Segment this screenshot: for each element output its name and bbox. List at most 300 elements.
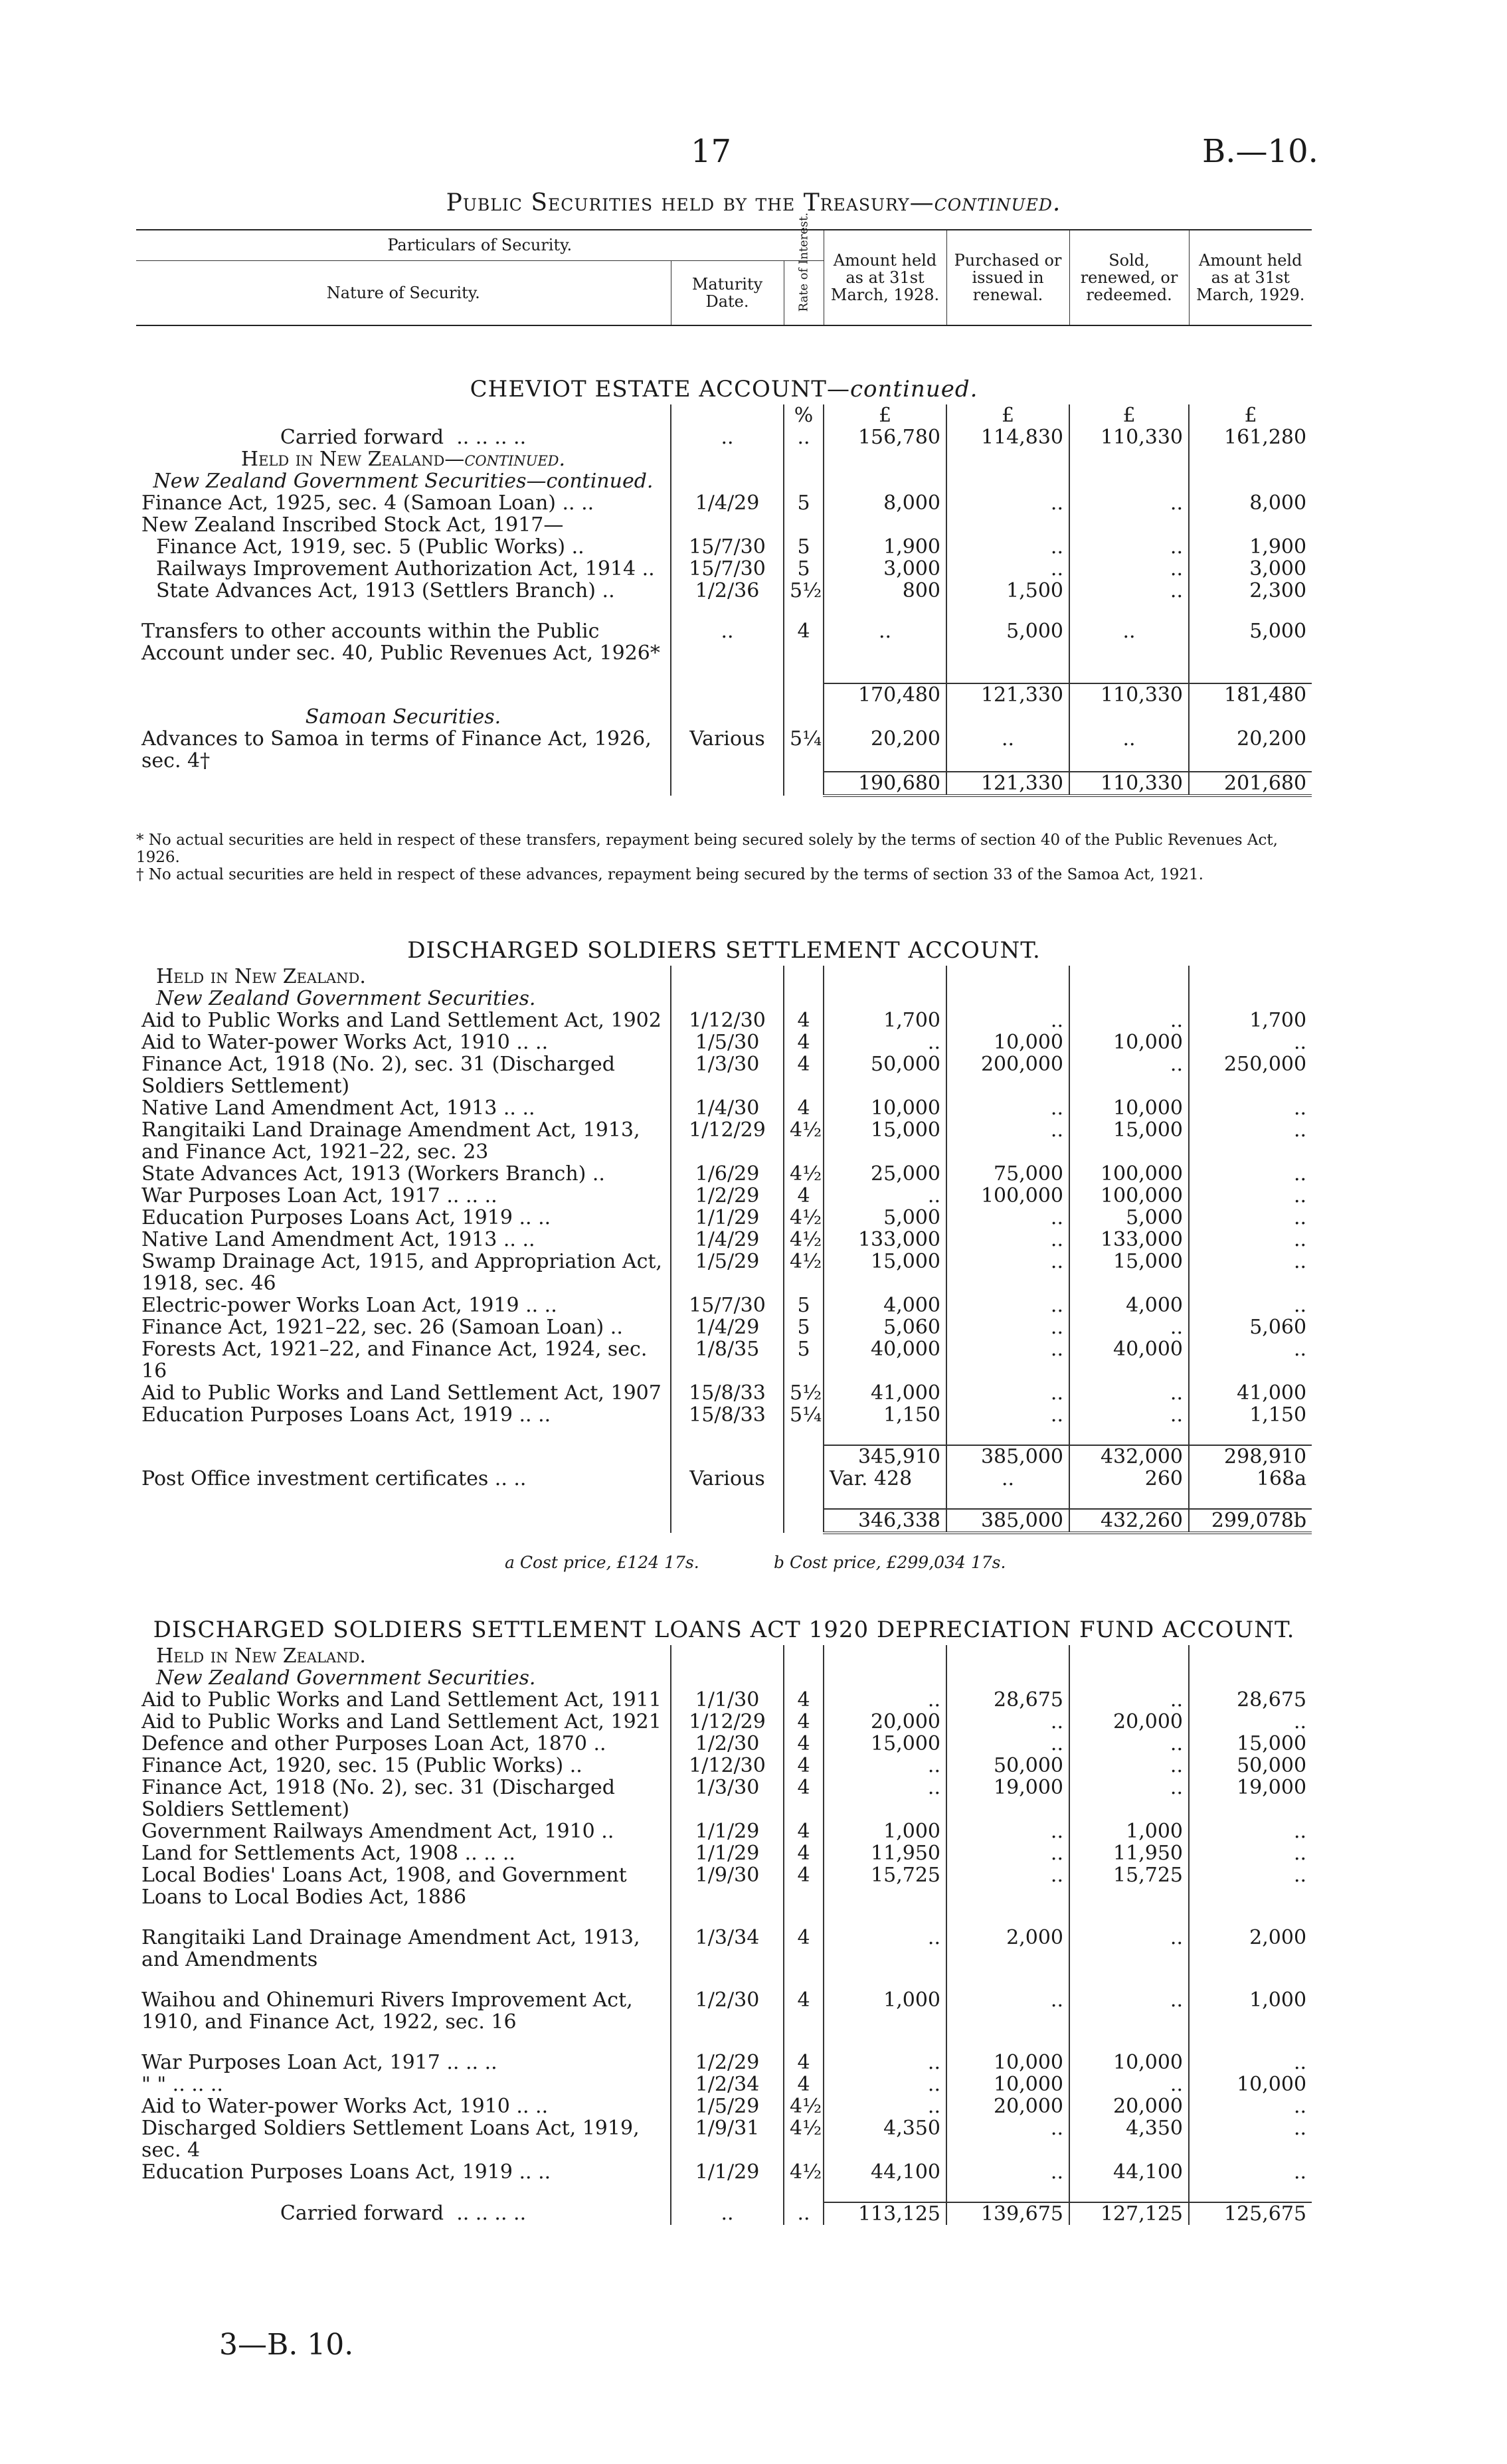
sold-amount: ..	[1069, 1777, 1189, 1820]
unit-pound: £	[824, 404, 946, 426]
amount-held-1929: ..	[1189, 1031, 1312, 1053]
amount-held-1928: 133,000	[824, 1229, 946, 1251]
sold-amount: 4,000	[1069, 1294, 1189, 1316]
security-name: State Advances Act, 1913 (Workers Branch) ..	[141, 1162, 605, 1186]
security-name: Waihou and Ohinemuri Rivers Improvement Act, 1910, and Finance Act, 1922, sec. 16	[141, 1988, 633, 2034]
amount-held-1928: 800	[824, 580, 946, 602]
amount-held-1928: 44,100	[824, 2161, 946, 2183]
header-amount-1929: Amount held as at 31st March, 1929.	[1189, 230, 1312, 325]
maturity-date: 1/4/29	[671, 1316, 784, 1338]
unit-percent: %	[784, 404, 824, 426]
amount-held-1929: 41,000	[1189, 1382, 1312, 1404]
security-name: Finance Act, 1920, sec. 15 (Public Works) ..	[141, 1754, 582, 1777]
maturity-date: 1/5/29	[671, 1251, 784, 1294]
total-row: 190,680 121,330 110,330 201,680	[136, 772, 1312, 796]
sold-amount: ..	[1069, 1316, 1189, 1338]
security-name: Education Purposes Loans Act, 1919 .. ..	[141, 1206, 551, 1229]
security-name: Aid to Public Works and Land Settlement Act, 1911	[141, 1688, 662, 1712]
purchased-amount: ..	[946, 1382, 1069, 1404]
purchased-amount: 1,500	[946, 580, 1069, 602]
purchased-amount: ..	[946, 1294, 1069, 1316]
security-name: New Zealand Inscribed Stock Act, 1917—	[141, 513, 564, 537]
total-row: 346,338 385,000 432,260 299,078b	[136, 1509, 1312, 1533]
table-row	[136, 1864, 1312, 1908]
section-title: DISCHARGED SOLDIERS SETTLEMENT LOANS ACT 1920 DEPRECIATION FUND ACCOUNT.	[153, 1617, 1295, 1643]
amount-held-1928: 4,350	[824, 2117, 946, 2161]
amount-held-1929: ..	[1189, 1119, 1312, 1163]
sold-amount: ..	[1069, 1010, 1189, 1031]
table-row	[136, 492, 1312, 514]
amount-held-1928: ..	[824, 1777, 946, 1820]
purchased-amount: ..	[946, 1251, 1069, 1294]
amount-held-1928: 40,000	[824, 1338, 946, 1382]
table-row	[136, 558, 1312, 580]
interest-rate: 4	[784, 1711, 824, 1733]
security-name: Local Bodies' Loans Act, 1908, and Government Loans to Local Bodies Act, 1886	[141, 1864, 627, 1909]
interest-rate: 4	[784, 1185, 824, 1207]
amount-held-1928: ..	[824, 2073, 946, 2095]
maturity-date: 1/12/30	[671, 1010, 784, 1031]
table-row	[136, 1820, 1312, 1842]
interest-rate: 5	[784, 558, 824, 580]
amount-held-1929: 5,060	[1189, 1316, 1312, 1338]
maturity-date: 15/8/33	[671, 1382, 784, 1404]
security-name: State Advances Act, 1913 (Settlers Branch) ..	[156, 579, 615, 602]
security-name: Aid to Public Works and Land Settlement Act, 1921	[141, 1710, 662, 1733]
maturity-date: 1/2/29	[671, 2052, 784, 2073]
amount-held-1928: 15,000	[824, 1119, 946, 1163]
signature-mark: 3—B. 10.	[219, 2328, 354, 2362]
security-name: Native Land Amendment Act, 1913 .. ..	[141, 1228, 535, 1251]
table-row	[136, 1989, 1312, 2033]
amount-held-1928: 15,000	[824, 1251, 946, 1294]
interest-rate: 4	[784, 1777, 824, 1820]
sold-amount: 10,000	[1069, 1031, 1189, 1053]
interest-rate: 4	[784, 2052, 824, 2073]
maturity-date: 1/2/29	[671, 1185, 784, 1207]
sold-amount: 100,000	[1069, 1163, 1189, 1185]
amount-held-1928: 1,150	[824, 1404, 946, 1426]
maturity-date: 1/3/30	[671, 1777, 784, 1820]
interest-rate: 5	[784, 536, 824, 558]
amount-held-1928: 20,000	[824, 1711, 946, 1733]
interest-rate: 4	[784, 1842, 824, 1864]
subheading: Held in New Zealand.	[156, 1644, 366, 1668]
amount-held-1929: ..	[1189, 1207, 1312, 1229]
security-name: Defence and other Purposes Loan Act, 1870 ..	[141, 1732, 606, 1755]
table-row	[136, 1053, 1312, 1097]
table-row	[136, 514, 1312, 536]
discharged-soldiers-table	[136, 933, 1312, 1534]
amount-held-1929: 2,000	[1189, 1927, 1312, 1971]
amount-held-1928: ..	[824, 1185, 946, 1207]
maturity-date: 1/9/30	[671, 1864, 784, 1908]
amount-held-1928: 5,060	[824, 1316, 946, 1338]
transfers-label: Transfers to other accounts within the Public Account under sec. 40, Public Revenues Act, 1926*	[141, 620, 660, 665]
amount-held-1929: 15,000	[1189, 1733, 1312, 1755]
maturity-date: 1/2/30	[671, 1733, 784, 1755]
amount-held-1928: 1,900	[824, 536, 946, 558]
purchased-amount: 50,000	[946, 1755, 1069, 1777]
footnote-transfers: * No actual securities are held in respect of these transfers, repayment being secured solely by the terms of section 40 of the Public Revenues Act, 1926.	[136, 832, 1278, 866]
subheading: Samoan Securities.	[305, 705, 501, 729]
security-name: Native Land Amendment Act, 1913 .. ..	[141, 1097, 535, 1120]
table-row	[136, 1711, 1312, 1733]
sold-amount	[1069, 514, 1189, 536]
purchased-amount: ..	[946, 1404, 1069, 1426]
amount-held-1928: 41,000	[824, 1382, 946, 1404]
amount-held-1928: 1,000	[824, 1820, 946, 1842]
subheading: New Zealand Government Securities—continued.	[153, 470, 654, 493]
maturity-date: 1/2/34	[671, 2073, 784, 2095]
maturity-date: 1/6/29	[671, 1163, 784, 1185]
maturity-date: 1/1/29	[671, 2161, 784, 2183]
table-row	[136, 1755, 1312, 1777]
amount-held-1928: 25,000	[824, 1163, 946, 1185]
security-name: Aid to Public Works and Land Settlement Act, 1902	[141, 1009, 662, 1032]
unit-pound: £	[1189, 404, 1312, 426]
purchased-amount: ..	[946, 1733, 1069, 1755]
purchased-amount: ..	[946, 2117, 1069, 2161]
interest-rate: 4	[784, 1053, 824, 1097]
security-name: Rangitaiki Land Drainage Amendment Act, 1913, and Finance Act, 1921–22, sec. 23	[141, 1118, 640, 1164]
maturity-date: 1/4/29	[671, 1229, 784, 1251]
maturity-date: 15/8/33	[671, 1404, 784, 1426]
purchased-amount: ..	[946, 1207, 1069, 1229]
security-name: Rangitaiki Land Drainage Amendment Act, 1913, and Amendments	[141, 1926, 640, 1971]
interest-rate: 4	[784, 1689, 824, 1711]
maturity-date: 1/1/29	[671, 1842, 784, 1864]
subtotal-row: 345,910 385,000 432,000 298,910	[136, 1445, 1312, 1468]
security-name: Discharged Soldiers Settlement Loans Act, 1919, sec. 4	[141, 2117, 640, 2162]
purchased-amount: 20,000	[946, 2095, 1069, 2117]
cost-note-a: a Cost price, £124 17s.	[505, 1553, 699, 1572]
amount-held-1929: ..	[1189, 1864, 1312, 1908]
table-row	[136, 2117, 1312, 2161]
table-row	[136, 1338, 1312, 1382]
interest-rate: 5	[784, 1294, 824, 1316]
security-name: Education Purposes Loans Act, 1919 .. ..	[141, 1403, 551, 1427]
purchased-amount: ..	[946, 2161, 1069, 2183]
amount-held-1929: 2,300	[1189, 580, 1312, 602]
purchased-amount: ..	[946, 1820, 1069, 1842]
security-name: Finance Act, 1925, sec. 4 (Samoan Loan) .. ..	[141, 491, 594, 515]
table-row	[136, 1404, 1312, 1426]
security-name: Land for Settlements Act, 1908 .. .. ..	[141, 1842, 515, 1865]
sold-amount: ..	[1069, 2073, 1189, 2095]
purchased-amount: ..	[946, 1711, 1069, 1733]
header-particulars: Particulars of Security.	[136, 230, 824, 260]
maturity-date: 1/12/29	[671, 1711, 784, 1733]
amount-held-1929: 50,000	[1189, 1755, 1312, 1777]
amount-held-1929: ..	[1189, 1294, 1312, 1316]
interest-rate: 5¼	[784, 1404, 824, 1426]
sold-amount: 133,000	[1069, 1229, 1189, 1251]
interest-rate: 4	[784, 1031, 824, 1053]
interest-rate: 4	[784, 1820, 824, 1842]
amount-held-1929: ..	[1189, 1711, 1312, 1733]
sold-amount: 15,725	[1069, 1864, 1189, 1908]
table-row	[136, 1927, 1312, 1971]
carried-forward-row: Carried forward .. .. .. .. .. .. 113,125 139,675 127,125 125,675	[136, 2202, 1312, 2225]
purchased-amount: 10,000	[946, 2052, 1069, 2073]
units-row	[136, 404, 1312, 426]
amount-held-1928: 50,000	[824, 1053, 946, 1097]
subheading: Held in New Zealand.	[156, 965, 366, 988]
maturity-date: 1/4/29	[671, 492, 784, 514]
interest-rate: 4½	[784, 1207, 824, 1229]
amount-held-1928: ..	[824, 1031, 946, 1053]
amount-held-1929: ..	[1189, 1842, 1312, 1864]
table-row	[136, 2161, 1312, 2183]
table-row	[136, 1294, 1312, 1316]
table-row	[136, 1777, 1312, 1820]
amount-held-1928: 10,000	[824, 1097, 946, 1119]
header-nature: Nature of Security.	[326, 283, 480, 302]
interest-rate: 5½	[784, 1382, 824, 1404]
interest-rate: 4	[784, 2073, 824, 2095]
header-amount-1928: Amount held as at 31st March, 1928.	[824, 230, 946, 325]
interest-rate: 4	[784, 1733, 824, 1755]
purchased-amount: ..	[946, 536, 1069, 558]
purchased-amount: ..	[946, 1229, 1069, 1251]
security-name: " " .. .. ..	[141, 2073, 223, 2096]
sold-amount: ..	[1069, 558, 1189, 580]
purchased-amount	[946, 514, 1069, 536]
maturity-date: 1/3/34	[671, 1927, 784, 1971]
interest-rate: 4	[784, 1010, 824, 1031]
table-row	[136, 1316, 1312, 1338]
amount-held-1929: 28,675	[1189, 1689, 1312, 1711]
security-name: Aid to Public Works and Land Settlement Act, 1907	[141, 1381, 662, 1405]
interest-rate	[784, 514, 824, 536]
maturity-date: 1/5/29	[671, 2095, 784, 2117]
amount-held-1929: 1,150	[1189, 1404, 1312, 1426]
page-title: Public Securities held by the Treasury—continued.	[446, 189, 1061, 217]
section-title: DISCHARGED SOLDIERS SETTLEMENT ACCOUNT.	[407, 937, 1041, 964]
maturity-date	[671, 514, 784, 536]
interest-rate: 4½	[784, 1119, 824, 1163]
interest-rate: 4	[784, 1097, 824, 1119]
amount-held-1929: ..	[1189, 2117, 1312, 2161]
table-row	[136, 580, 1312, 602]
sold-amount: 10,000	[1069, 2052, 1189, 2073]
purchased-amount: ..	[946, 558, 1069, 580]
amount-held-1928: ..	[824, 1927, 946, 1971]
interest-rate: 4½	[784, 2117, 824, 2161]
security-name: Finance Act, 1921–22, sec. 26 (Samoan Loan) ..	[141, 1316, 623, 1339]
sold-amount: 40,000	[1069, 1338, 1189, 1382]
purchased-amount: ..	[946, 1010, 1069, 1031]
purchased-amount: 10,000	[946, 2073, 1069, 2095]
interest-rate: 4½	[784, 1163, 824, 1185]
purchased-amount: ..	[946, 492, 1069, 514]
table-row	[136, 2095, 1312, 2117]
sold-amount: ..	[1069, 1382, 1189, 1404]
maturity-date: 15/7/30	[671, 1294, 784, 1316]
table-row	[136, 1163, 1312, 1185]
header-purchased: Purchased or issued in renewal.	[946, 230, 1069, 325]
amount-held-1929: ..	[1189, 2052, 1312, 2073]
maturity-date: 15/7/30	[671, 536, 784, 558]
maturity-date: 1/1/29	[671, 1207, 784, 1229]
amount-held-1929	[1189, 514, 1312, 536]
amount-held-1929: ..	[1189, 1229, 1312, 1251]
amount-held-1929: 1,000	[1189, 1989, 1312, 2033]
sold-amount: ..	[1069, 1053, 1189, 1097]
amount-held-1928: ..	[824, 2052, 946, 2073]
amount-held-1928: 15,000	[824, 1733, 946, 1755]
amount-held-1929: ..	[1189, 1338, 1312, 1382]
sold-amount: ..	[1069, 1689, 1189, 1711]
amount-held-1928	[824, 514, 946, 536]
amount-held-1928: ..	[824, 1755, 946, 1777]
page-number: 17	[691, 133, 732, 170]
sold-amount: 11,950	[1069, 1842, 1189, 1864]
maturity-date: 1/1/30	[671, 1689, 784, 1711]
interest-rate: 4	[784, 1927, 824, 1971]
security-name: Government Railways Amendment Act, 1910 ..	[141, 1820, 614, 1843]
amount-held-1929: ..	[1189, 1820, 1312, 1842]
amount-held-1929: 1,700	[1189, 1010, 1312, 1031]
security-name: Railways Improvement Authorization Act, 1914 ..	[156, 557, 655, 580]
header-maturity: Maturity Date.	[671, 260, 784, 325]
subtotal-row: 170,480 121,330 110,330 181,480	[136, 683, 1312, 706]
purchased-amount: ..	[946, 1316, 1069, 1338]
sold-amount: ..	[1069, 1927, 1189, 1971]
table-row	[136, 2073, 1312, 2095]
amount-held-1928: 8,000	[824, 492, 946, 514]
interest-rate: 5	[784, 492, 824, 514]
purchased-amount: 200,000	[946, 1053, 1069, 1097]
maturity-date: 1/1/29	[671, 1820, 784, 1842]
interest-rate: 4½	[784, 2161, 824, 2183]
sold-amount: 4,350	[1069, 2117, 1189, 2161]
sold-amount: ..	[1069, 580, 1189, 602]
interest-rate: 4	[784, 1989, 824, 2033]
sold-amount: 100,000	[1069, 1185, 1189, 1207]
amount-held-1929: ..	[1189, 1251, 1312, 1294]
amount-held-1929: ..	[1189, 1163, 1312, 1185]
subheading: Held in New Zealand—continued.	[240, 448, 566, 471]
sold-amount: 20,000	[1069, 2095, 1189, 2117]
security-name: Forests Act, 1921–22, and Finance Act, 1924, sec. 16	[141, 1338, 648, 1383]
amount-held-1928: 1,700	[824, 1010, 946, 1031]
interest-rate: 5	[784, 1316, 824, 1338]
amount-held-1928: 5,000	[824, 1207, 946, 1229]
amount-held-1929: 250,000	[1189, 1053, 1312, 1097]
table-row: Carried forward .. .. .. .. .. .. 156,780 114,830 110,330 161,280	[136, 426, 1312, 448]
interest-rate: 4½	[784, 1229, 824, 1251]
purchased-amount: ..	[946, 1119, 1069, 1163]
purchased-amount: 10,000	[946, 1031, 1069, 1053]
sold-amount: 5,000	[1069, 1207, 1189, 1229]
purchased-amount: ..	[946, 1338, 1069, 1382]
maturity-date: 1/2/30	[671, 1989, 784, 2033]
sold-amount: 10,000	[1069, 1097, 1189, 1119]
maturity-date: 1/5/30	[671, 1031, 784, 1053]
table-row	[136, 1097, 1312, 1119]
sold-amount: 15,000	[1069, 1251, 1189, 1294]
interest-rate: 4½	[784, 2095, 824, 2117]
table-row	[136, 2052, 1312, 2073]
table-row: Advances to Samoa in terms of Finance Act, 1926, sec. 4† Various 5¼ 20,200 .. .. 20,200	[136, 728, 1312, 772]
purchased-amount: ..	[946, 1842, 1069, 1864]
sold-amount: ..	[1069, 1755, 1189, 1777]
cost-note-b: b Cost price, £299,034 17s.	[774, 1553, 1006, 1572]
purchased-amount: 28,675	[946, 1689, 1069, 1711]
security-name: Finance Act, 1918 (No. 2), sec. 31 (Discharged Soldiers Settlement)	[141, 1776, 615, 1821]
table-row	[136, 1382, 1312, 1404]
amount-held-1929: ..	[1189, 1097, 1312, 1119]
amount-held-1928: 3,000	[824, 558, 946, 580]
maturity-date: 1/3/30	[671, 1053, 784, 1097]
table-row: Transfers to other accounts within the Public Account under sec. 40, Public Revenues Act, 1926* .. 4 .. 5,000 .. 5,000	[136, 620, 1312, 664]
security-name: Finance Act, 1919, sec. 5 (Public Works) ..	[156, 535, 584, 559]
table-row: Post Office investment certificates .. .. Various Var. 428 .. 260 168a	[136, 1468, 1312, 1490]
maturity-date: 1/9/31	[671, 2117, 784, 2161]
interest-rate: 4	[784, 1755, 824, 1777]
security-name: War Purposes Loan Act, 1917 .. .. ..	[141, 2051, 497, 2074]
table-row	[136, 536, 1312, 558]
amount-held-1929: 1,900	[1189, 536, 1312, 558]
interest-rate: 4	[784, 1864, 824, 1908]
maturity-date: 1/12/29	[671, 1119, 784, 1163]
sold-amount: 15,000	[1069, 1119, 1189, 1163]
amount-held-1929: ..	[1189, 2161, 1312, 2183]
table-row	[136, 1251, 1312, 1294]
amount-held-1928: 4,000	[824, 1294, 946, 1316]
security-name: Swamp Drainage Act, 1915, and Appropriation Act, 1918, sec. 46	[141, 1250, 662, 1295]
unit-pound: £	[946, 404, 1069, 426]
interest-rate: 5½	[784, 580, 824, 602]
purchased-amount: 75,000	[946, 1163, 1069, 1185]
table-row	[136, 1185, 1312, 1207]
subheading: New Zealand Government Securities.	[156, 987, 536, 1010]
security-name: Electric-power Works Loan Act, 1919 .. ..	[141, 1294, 557, 1317]
purchased-amount: 100,000	[946, 1185, 1069, 1207]
interest-rate: 4½	[784, 1251, 824, 1294]
table-row	[136, 1229, 1312, 1251]
purchased-amount: ..	[946, 1097, 1069, 1119]
sold-amount: 20,000	[1069, 1711, 1189, 1733]
sold-amount: ..	[1069, 1989, 1189, 2033]
amount-held-1929: 8,000	[1189, 492, 1312, 514]
interest-rate: 5	[784, 1338, 824, 1382]
sold-amount: 1,000	[1069, 1820, 1189, 1842]
sold-amount: ..	[1069, 1404, 1189, 1426]
amount-held-1929: 19,000	[1189, 1777, 1312, 1820]
security-name: Aid to Water-power Works Act, 1910 .. ..	[141, 1031, 549, 1054]
maturity-date: 1/12/30	[671, 1755, 784, 1777]
document-reference: B.—10.	[1202, 133, 1318, 170]
amount-held-1928: ..	[824, 1689, 946, 1711]
security-name: War Purposes Loan Act, 1917 .. .. ..	[141, 1184, 497, 1207]
amount-held-1929: 10,000	[1189, 2073, 1312, 2095]
sold-amount: 44,100	[1069, 2161, 1189, 2183]
amount-held-1929: ..	[1189, 2095, 1312, 2117]
maturity-date: 1/8/35	[671, 1338, 784, 1382]
amount-held-1929: 3,000	[1189, 558, 1312, 580]
amount-held-1928: ..	[824, 2095, 946, 2117]
security-name: Education Purposes Loans Act, 1919 .. ..	[141, 2160, 551, 2184]
amount-held-1928: 15,725	[824, 1864, 946, 1908]
depreciation-fund-table	[136, 1613, 1312, 2225]
purchased-amount: ..	[946, 1989, 1069, 2033]
maturity-date: 15/7/30	[671, 558, 784, 580]
cheviot-estate-table	[136, 372, 1312, 797]
table-row	[136, 1733, 1312, 1755]
